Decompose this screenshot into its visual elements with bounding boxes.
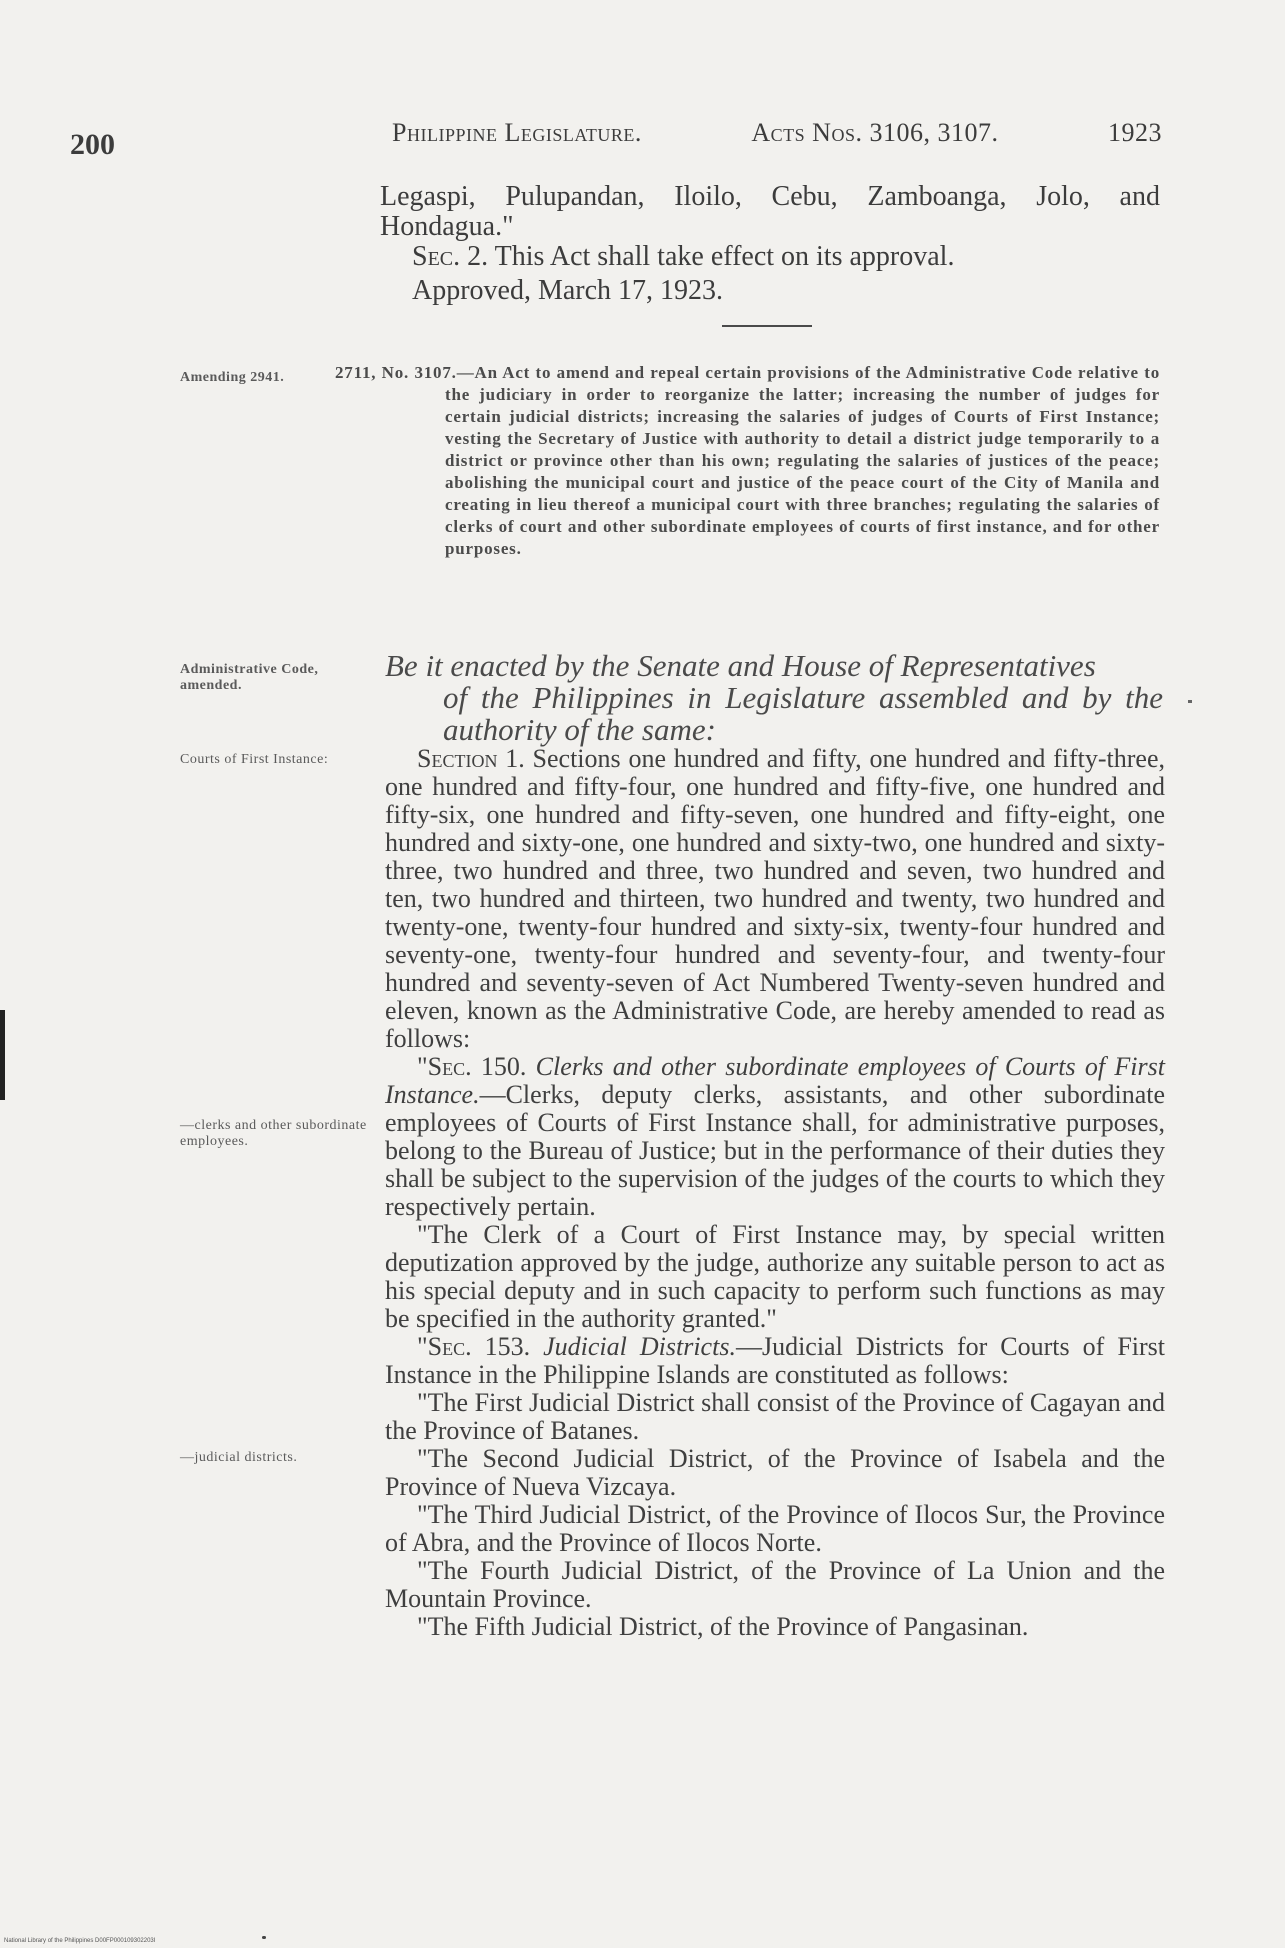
district-5: "The Fifth Judicial District, of the Province of Pangasinan. — [417, 1612, 1029, 1641]
section-153-text: —Judicial Districts for Courts of First Instance in the Philippine Islands are constituted as follows: — [385, 1332, 1165, 1389]
margin-note-courts: Courts of First Instance: — [180, 752, 329, 767]
footer-credit: National Library of the Philippines D00FP000109302203I — [4, 1938, 156, 1944]
body-text — [385, 745, 1165, 1641]
act-heading-text — [335, 362, 1160, 560]
running-head — [392, 118, 1162, 148]
section-divider — [722, 325, 812, 327]
header-title: Philippine Legislature. — [392, 118, 642, 147]
section-153-label: "Sec. 153. — [417, 1332, 531, 1361]
margin-note-districts: —judicial districts. — [180, 1450, 298, 1465]
section-153-title: Judicial Districts. — [543, 1332, 736, 1361]
scan-speck-bottom — [262, 1936, 266, 1939]
section-1-label: Section 1. — [417, 744, 525, 773]
top-line: Legaspi, Pulupandan, Iloilo, Cebu, Zamboanga, Jolo, and Hondagua." — [380, 181, 1160, 242]
enacting-rest: of the Philippines in Legislature assembled and by the authority of the same: — [443, 680, 1163, 747]
sec2-label: Sec. 2. — [412, 241, 489, 272]
scan-edge-mark — [0, 1010, 5, 1100]
margin-note-amending: Amending 2941. — [180, 370, 285, 385]
header-acts: Acts Nos. 3106, 3107. — [751, 118, 999, 147]
section-1-text: Sections one hundred and fifty, one hundred and fifty-three, one hundred and fifty-four, one hundred and fifty-five, one hundred and fifty-six, one hundred and fifty-seven, one hundred and fifty-eight, one hundred and sixty-one, one hundred and sixty-two, one hundred and sixty-three, two hundred and three, two hundred and seven, two hundred and ten, two hundred and thirteen, two hundred and twenty, two hundred and twenty-one, twenty-four hundred and sixty-six, twenty-four hundred and seventy-one, twenty-four hundred and seventy-four, and twenty-four hundred and seventy-seven of Act Numbered Twenty-seven hundred and eleven, known as the Administrative Code, are hereby amended to read as follows: — [385, 744, 1166, 1053]
margin-note-clerks: —clerks and other subordinate employees. — [180, 1118, 367, 1149]
district-2: "The Second Judicial District, of the Province of Isabela and the Province of Nueva Vizcaya. — [385, 1444, 1165, 1501]
section-150 — [385, 1053, 1165, 1221]
sec2-text: This Act shall take effect on its approval. — [494, 241, 955, 272]
top-section — [380, 182, 1160, 306]
margin-note-admin-code: Administrative Code, amended. — [180, 662, 319, 693]
district-4: "The Fourth Judicial District, of the Province of La Union and the Mountain Province. — [385, 1556, 1165, 1613]
section-1 — [385, 745, 1165, 1053]
section-150-para-2: "The Clerk of a Court of First Instance may, by special written deputization approved by the judge, authorize any suitable person to act as his special deputy and in such capacity to perform such functions as may be specified in the authority granted." — [385, 1220, 1165, 1333]
section-150-title: Clerks and other subordinate employees of Courts of First Instance. — [385, 1052, 1165, 1109]
page-number: 200 — [70, 128, 115, 161]
act-heading-body: —An Act to amend and repeal certain provisions of the Administrative Code relative to the judiciary in order to reorganize the latter; increasing the number of judges for certain judicial districts; increasing the salaries of judges of Courts of First Instance; vesting the Secretary of Justice with authority to detail a district judge temporarily to a district or province other than his own; regulating the salaries of justices of the peace; abolishing the municipal court and justice of the peace court of the City of Manila and creating in lieu thereof a municipal court with three branches; regulating the salaries of clerks of court and other subordinate employees of courts of first instance, and for other purposes. — [445, 363, 1160, 558]
district-3: "The Third Judicial District, of the Province of Ilocos Sur, the Province of Abra, and the Province of Ilocos Norte. — [385, 1500, 1165, 1557]
enacting-clause — [385, 650, 1163, 746]
sec2-paragraph — [380, 242, 1160, 272]
act-heading — [335, 362, 1160, 560]
section-150-text: —Clerks, deputy clerks, assistants, and other subordinate employees of Courts of First Instance shall, for administrative purposes, belong to the Bureau of Justice; but in the performance of their duties they shall be subject to the supervision of the judges of the courts to which they respectively pertain. — [385, 1080, 1165, 1221]
enacting-first-line: Be it enacted by the Senate and House of Representatives — [385, 648, 1096, 683]
section-150-label: "Sec. 150. — [417, 1052, 527, 1081]
act-heading-prefix: 2711, No. 3107. — [335, 363, 457, 382]
approved-line: Approved, March 17, 1923. — [412, 275, 724, 306]
district-1: "The First Judicial District shall consist of the Province of Cagayan and the Province of Batanes. — [385, 1388, 1165, 1445]
header-year: 1923 — [1108, 118, 1162, 147]
scan-speck — [1188, 700, 1192, 703]
section-153 — [385, 1333, 1165, 1389]
